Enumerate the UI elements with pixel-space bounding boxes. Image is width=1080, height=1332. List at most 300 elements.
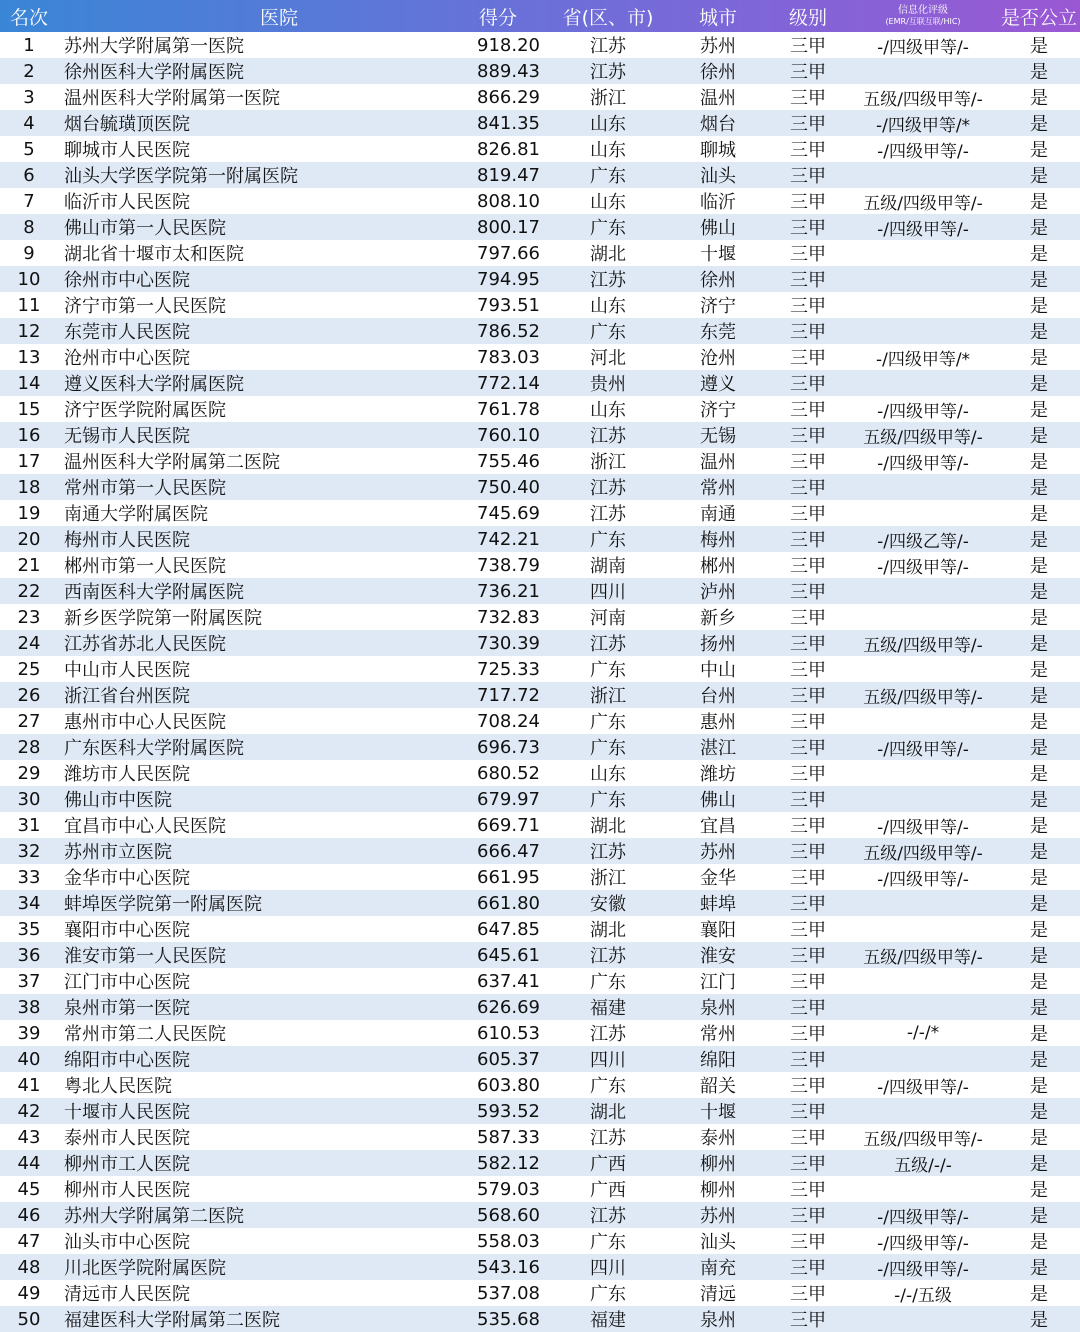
cell-public: 是: [1030, 62, 1048, 83]
cell-rank: 42: [17, 1100, 41, 1122]
cell-hospital: 烟台毓璜顶医院: [64, 114, 190, 135]
table-row: [0, 1020, 1080, 1046]
table-header: [0, 0, 1080, 32]
cell-score: 661.95: [477, 866, 540, 888]
header-public: 是否公立: [1000, 6, 1077, 29]
cell-level: 三甲: [790, 36, 826, 57]
cell-hospital: 汕头市中心医院: [64, 1232, 190, 1253]
cell-info: [848, 318, 998, 344]
cell-province: 广东: [590, 790, 626, 811]
table-row: [0, 396, 1080, 422]
cell-city: 十堰: [700, 1102, 736, 1123]
cell-province: 贵州: [590, 374, 626, 395]
cell-score: 535.68: [477, 1308, 540, 1330]
cell-province: 四川: [590, 1050, 626, 1071]
cell-city: 沧州: [700, 348, 736, 369]
cell-city: 淮安: [700, 946, 736, 967]
cell-province: 广西: [590, 1180, 626, 1201]
cell-level: 三甲: [790, 946, 826, 967]
cell-info: -/四级甲等/-: [877, 401, 969, 422]
table-row: [0, 292, 1080, 318]
cell-province: 广东: [590, 1284, 626, 1305]
cell-city: 苏州: [700, 842, 736, 863]
cell-score: 645.61: [477, 944, 540, 966]
cell-public: 是: [1030, 1154, 1048, 1175]
cell-hospital: 济宁医学院附属医院: [64, 400, 226, 421]
cell-rank: 35: [17, 918, 41, 940]
cell-hospital: 常州市第二人民医院: [64, 1024, 226, 1045]
cell-public: 是: [1030, 842, 1048, 863]
cell-hospital: 中山市人民医院: [64, 660, 190, 681]
cell-province: 山东: [590, 114, 626, 135]
cell-city: 常州: [700, 478, 736, 499]
cell-level: 三甲: [790, 62, 826, 83]
cell-province: 广东: [590, 738, 626, 759]
cell-rank: 9: [23, 242, 35, 264]
cell-score: 680.52: [477, 762, 540, 784]
cell-rank: 6: [23, 164, 35, 186]
cell-info: [848, 968, 998, 994]
cell-public: 是: [1030, 972, 1048, 993]
cell-province: 江苏: [590, 1128, 626, 1149]
cell-level: 三甲: [790, 88, 826, 109]
cell-rank: 37: [17, 970, 41, 992]
cell-level: 三甲: [790, 114, 826, 135]
cell-level: 三甲: [790, 348, 826, 369]
cell-public: 是: [1030, 1050, 1048, 1071]
cell-public: 是: [1030, 140, 1048, 161]
cell-city: 烟台: [700, 114, 736, 135]
table-row: [0, 864, 1080, 890]
cell-info: -/-/五级: [894, 1285, 952, 1306]
cell-rank: 11: [17, 294, 41, 316]
cell-info: 五级/四级甲等/-: [863, 1129, 983, 1150]
cell-level: 三甲: [790, 478, 826, 499]
cell-hospital: 湖北省十堰市太和医院: [64, 244, 244, 265]
table-row: [0, 526, 1080, 552]
cell-rank: 50: [17, 1308, 41, 1330]
cell-rank: 1: [23, 34, 35, 56]
cell-public: 是: [1030, 114, 1048, 135]
cell-score: 666.47: [477, 840, 540, 862]
cell-info: 五级/四级甲等/-: [863, 193, 983, 214]
table-row: [0, 786, 1080, 812]
cell-province: 山东: [590, 192, 626, 213]
header-level: 级别: [788, 6, 827, 29]
cell-level: 三甲: [790, 556, 826, 577]
cell-level: 三甲: [790, 1284, 826, 1305]
cell-level: 三甲: [790, 894, 826, 915]
cell-province: 山东: [590, 140, 626, 161]
cell-level: 三甲: [790, 322, 826, 343]
cell-rank: 47: [17, 1230, 41, 1252]
cell-rank: 31: [17, 814, 41, 836]
cell-level: 三甲: [790, 218, 826, 239]
cell-level: 三甲: [790, 504, 826, 525]
cell-province: 江苏: [590, 426, 626, 447]
cell-public: 是: [1030, 660, 1048, 681]
cell-info: 五级/四级甲等/-: [863, 635, 983, 656]
cell-public: 是: [1030, 374, 1048, 395]
cell-level: 三甲: [790, 1232, 826, 1253]
cell-score: 587.33: [477, 1126, 540, 1148]
cell-level: 三甲: [790, 244, 826, 265]
table-row: [0, 630, 1080, 656]
cell-rank: 13: [17, 346, 41, 368]
cell-province: 广东: [590, 1076, 626, 1097]
cell-city: 郴州: [700, 556, 736, 577]
cell-hospital: 济宁市第一人民医院: [64, 296, 226, 317]
cell-city: 济宁: [700, 296, 736, 317]
table-row: [0, 448, 1080, 474]
header-row: [0, 0, 1080, 32]
cell-public: 是: [1030, 192, 1048, 213]
cell-score: 819.47: [477, 164, 540, 186]
cell-info: -/-/*: [906, 1023, 940, 1043]
cell-province: 江苏: [590, 36, 626, 57]
cell-info: [848, 578, 998, 604]
cell-level: 三甲: [790, 166, 826, 187]
cell-province: 福建: [590, 1310, 626, 1331]
cell-public: 是: [1030, 894, 1048, 915]
cell-rank: 46: [17, 1204, 41, 1226]
cell-city: 梅州: [700, 530, 736, 551]
cell-hospital: 宜昌市中心人民医院: [64, 816, 226, 837]
cell-public: 是: [1030, 1180, 1048, 1201]
cell-hospital: 江苏省苏北人民医院: [64, 634, 226, 655]
cell-province: 广西: [590, 1154, 626, 1175]
cell-rank: 30: [17, 788, 41, 810]
cell-score: 797.66: [477, 242, 540, 264]
cell-info: [848, 474, 998, 500]
cell-rank: 10: [17, 268, 41, 290]
cell-info: [848, 916, 998, 942]
cell-public: 是: [1030, 582, 1048, 603]
cell-province: 江苏: [590, 946, 626, 967]
cell-info: [848, 760, 998, 786]
cell-info: [848, 786, 998, 812]
cell-score: 610.53: [477, 1022, 540, 1044]
cell-public: 是: [1030, 1128, 1048, 1149]
table-row: [0, 318, 1080, 344]
table-row: [0, 188, 1080, 214]
cell-city: 临沂: [700, 192, 736, 213]
cell-city: 遵义: [700, 374, 736, 395]
cell-info: -/四级甲等/-: [877, 1207, 969, 1228]
cell-public: 是: [1030, 478, 1048, 499]
cell-info: 五级/-/-: [894, 1155, 952, 1176]
cell-hospital: 江门市中心医院: [64, 972, 190, 993]
cell-score: 725.33: [477, 658, 540, 680]
cell-province: 四川: [590, 1258, 626, 1279]
cell-info: 五级/四级甲等/-: [863, 427, 983, 448]
cell-score: 558.03: [477, 1230, 540, 1252]
table-row: [0, 968, 1080, 994]
cell-province: 安徽: [590, 894, 626, 915]
cell-score: 626.69: [477, 996, 540, 1018]
cell-public: 是: [1030, 556, 1048, 577]
cell-level: 三甲: [790, 998, 826, 1019]
cell-hospital: 绵阳市中心医院: [64, 1050, 190, 1071]
header-score: 得分: [478, 6, 517, 29]
cell-info: [848, 500, 998, 526]
cell-public: 是: [1030, 686, 1048, 707]
cell-public: 是: [1030, 1310, 1048, 1331]
cell-info: [848, 656, 998, 682]
cell-province: 四川: [590, 582, 626, 603]
cell-city: 清远: [700, 1284, 736, 1305]
cell-rank: 19: [17, 502, 41, 524]
cell-info: -/四级甲等/-: [877, 817, 969, 838]
cell-hospital: 温州医科大学附属第二医院: [64, 452, 280, 473]
cell-score: 761.78: [477, 398, 540, 420]
cell-hospital: 温州医科大学附属第一医院: [64, 88, 280, 109]
header-city: 城市: [698, 6, 737, 29]
cell-score: 794.95: [477, 268, 540, 290]
cell-level: 三甲: [790, 842, 826, 863]
cell-city: 台州: [700, 686, 736, 707]
cell-rank: 8: [23, 216, 35, 238]
cell-hospital: 徐州医科大学附属医院: [64, 62, 244, 83]
cell-score: 866.29: [477, 86, 540, 108]
cell-score: 582.12: [477, 1152, 540, 1174]
cell-city: 扬州: [700, 634, 736, 655]
table-row: [0, 240, 1080, 266]
table-row: [0, 422, 1080, 448]
cell-score: 647.85: [477, 918, 540, 940]
cell-info: 五级/四级甲等/-: [863, 947, 983, 968]
table-row: [0, 1306, 1080, 1332]
cell-rank: 27: [17, 710, 41, 732]
cell-public: 是: [1030, 36, 1048, 57]
cell-province: 浙江: [590, 686, 626, 707]
cell-score: 603.80: [477, 1074, 540, 1096]
cell-province: 河南: [590, 608, 626, 629]
table-row: [0, 838, 1080, 864]
cell-hospital: 十堰市人民医院: [64, 1102, 190, 1123]
table-body: [0, 32, 1080, 1332]
cell-score: 786.52: [477, 320, 540, 342]
cell-province: 河北: [590, 348, 626, 369]
cell-info: -/四级甲等/-: [877, 141, 969, 162]
cell-score: 826.81: [477, 138, 540, 160]
cell-public: 是: [1030, 608, 1048, 629]
cell-info: [848, 890, 998, 916]
cell-rank: 44: [17, 1152, 41, 1174]
cell-city: 柳州: [700, 1180, 736, 1201]
cell-rank: 43: [17, 1126, 41, 1148]
cell-hospital: 粤北人民医院: [64, 1076, 172, 1097]
cell-level: 三甲: [790, 816, 826, 837]
table-row: [0, 682, 1080, 708]
cell-level: 三甲: [790, 868, 826, 889]
cell-level: 三甲: [790, 608, 826, 629]
cell-rank: 16: [17, 424, 41, 446]
cell-level: 三甲: [790, 1024, 826, 1045]
cell-city: 泰州: [700, 1128, 736, 1149]
cell-province: 广东: [590, 530, 626, 551]
cell-info: -/四级乙等/-: [877, 531, 969, 552]
cell-rank: 41: [17, 1074, 41, 1096]
cell-info: 五级/四级甲等/-: [863, 687, 983, 708]
cell-rank: 28: [17, 736, 41, 758]
cell-public: 是: [1030, 1024, 1048, 1045]
table-row: [0, 552, 1080, 578]
cell-public: 是: [1030, 790, 1048, 811]
cell-rank: 22: [17, 580, 41, 602]
cell-info: [848, 994, 998, 1020]
cell-hospital: 淮安市第一人民医院: [64, 946, 226, 967]
cell-hospital: 川北医学院附属医院: [64, 1258, 226, 1279]
cell-city: 无锡: [700, 426, 736, 447]
cell-info: -/四级甲等/*: [875, 349, 971, 370]
table-row: [0, 162, 1080, 188]
cell-level: 三甲: [790, 972, 826, 993]
cell-city: 十堰: [700, 244, 736, 265]
cell-city: 泉州: [700, 998, 736, 1019]
cell-info: 五级/四级甲等/-: [863, 89, 983, 110]
cell-rank: 26: [17, 684, 41, 706]
cell-public: 是: [1030, 1206, 1048, 1227]
cell-city: 常州: [700, 1024, 736, 1045]
cell-city: 中山: [700, 660, 736, 681]
table-row: [0, 214, 1080, 240]
cell-level: 三甲: [790, 1102, 826, 1123]
cell-rank: 12: [17, 320, 41, 342]
cell-public: 是: [1030, 1102, 1048, 1123]
header-rank: 名次: [9, 6, 48, 29]
cell-level: 三甲: [790, 738, 826, 759]
cell-info: [848, 162, 998, 188]
cell-rank: 25: [17, 658, 41, 680]
cell-score: 543.16: [477, 1256, 540, 1278]
cell-level: 三甲: [790, 920, 826, 941]
cell-info: -/四级甲等/-: [877, 739, 969, 760]
cell-province: 广东: [590, 972, 626, 993]
cell-public: 是: [1030, 998, 1048, 1019]
cell-rank: 17: [17, 450, 41, 472]
cell-city: 徐州: [700, 270, 736, 291]
cell-rank: 38: [17, 996, 41, 1018]
cell-score: 760.10: [477, 424, 540, 446]
cell-score: 579.03: [477, 1178, 540, 1200]
cell-city: 宜昌: [700, 816, 736, 837]
cell-level: 三甲: [790, 582, 826, 603]
cell-province: 湖北: [590, 244, 626, 265]
cell-info: [848, 708, 998, 734]
table-row: [0, 1124, 1080, 1150]
cell-rank: 15: [17, 398, 41, 420]
cell-city: 徐州: [700, 62, 736, 83]
cell-hospital: 无锡市人民医院: [64, 426, 190, 447]
table-row: [0, 500, 1080, 526]
cell-score: 696.73: [477, 736, 540, 758]
cell-public: 是: [1030, 712, 1048, 733]
cell-hospital: 汕头大学医学院第一附属医院: [64, 166, 298, 187]
table-row: [0, 890, 1080, 916]
cell-province: 广东: [590, 322, 626, 343]
cell-score: 755.46: [477, 450, 540, 472]
cell-level: 三甲: [790, 400, 826, 421]
cell-level: 三甲: [790, 1180, 826, 1201]
cell-score: 708.24: [477, 710, 540, 732]
cell-city: 温州: [700, 452, 736, 473]
cell-hospital: 苏州大学附属第一医院: [64, 36, 244, 57]
cell-public: 是: [1030, 1284, 1048, 1305]
cell-city: 南通: [700, 504, 736, 525]
cell-info: -/四级甲等/*: [875, 115, 971, 136]
cell-rank: 14: [17, 372, 41, 394]
table-row: [0, 916, 1080, 942]
cell-province: 湖北: [590, 816, 626, 837]
cell-rank: 21: [17, 554, 41, 576]
cell-city: 温州: [700, 88, 736, 109]
cell-province: 浙江: [590, 452, 626, 473]
table-row: [0, 1228, 1080, 1254]
cell-province: 江苏: [590, 478, 626, 499]
cell-public: 是: [1030, 296, 1048, 317]
cell-hospital: 沧州市中心医院: [64, 348, 190, 369]
cell-score: 841.35: [477, 112, 540, 134]
cell-city: 惠州: [700, 712, 736, 733]
cell-city: 聊城: [700, 140, 736, 161]
cell-province: 湖北: [590, 920, 626, 941]
cell-info: [848, 604, 998, 630]
cell-score: 730.39: [477, 632, 540, 654]
cell-hospital: 蚌埠医学院第一附属医院: [64, 894, 262, 915]
header-info-rating: [848, 0, 998, 32]
cell-province: 江苏: [590, 842, 626, 863]
cell-level: 三甲: [790, 270, 826, 291]
cell-public: 是: [1030, 400, 1048, 421]
table-row: [0, 84, 1080, 110]
cell-city: 潍坊: [700, 764, 736, 785]
header-info-line2: (EMR/互联互联/HIC): [885, 17, 961, 26]
cell-rank: 29: [17, 762, 41, 784]
cell-province: 广东: [590, 1232, 626, 1253]
cell-level: 三甲: [790, 426, 826, 447]
table-row: [0, 1202, 1080, 1228]
cell-level: 三甲: [790, 1050, 826, 1071]
cell-hospital: 惠州市中心人民医院: [64, 712, 226, 733]
cell-level: 三甲: [790, 712, 826, 733]
cell-hospital: 新乡医学院第一附属医院: [64, 608, 262, 629]
cell-city: 金华: [700, 868, 736, 889]
cell-score: 661.80: [477, 892, 540, 914]
table-row: [0, 578, 1080, 604]
cell-info: [848, 240, 998, 266]
cell-rank: 49: [17, 1282, 41, 1304]
cell-level: 三甲: [790, 140, 826, 161]
table-row: [0, 1150, 1080, 1176]
table-row: [0, 734, 1080, 760]
cell-public: 是: [1030, 452, 1048, 473]
cell-public: 是: [1030, 946, 1048, 967]
cell-public: 是: [1030, 322, 1048, 343]
cell-city: 襄阳: [700, 920, 736, 941]
cell-hospital: 东莞市人民医院: [64, 322, 190, 343]
cell-public: 是: [1030, 1232, 1048, 1253]
cell-rank: 45: [17, 1178, 41, 1200]
cell-info: -/四级甲等/-: [877, 1259, 969, 1280]
cell-info: -/四级甲等/-: [877, 453, 969, 474]
cell-city: 济宁: [700, 400, 736, 421]
cell-rank: 40: [17, 1048, 41, 1070]
cell-level: 三甲: [790, 660, 826, 681]
cell-hospital: 福建医科大学附属第二医院: [64, 1310, 280, 1331]
cell-city: 汕头: [700, 166, 736, 187]
cell-city: 绵阳: [700, 1050, 736, 1071]
